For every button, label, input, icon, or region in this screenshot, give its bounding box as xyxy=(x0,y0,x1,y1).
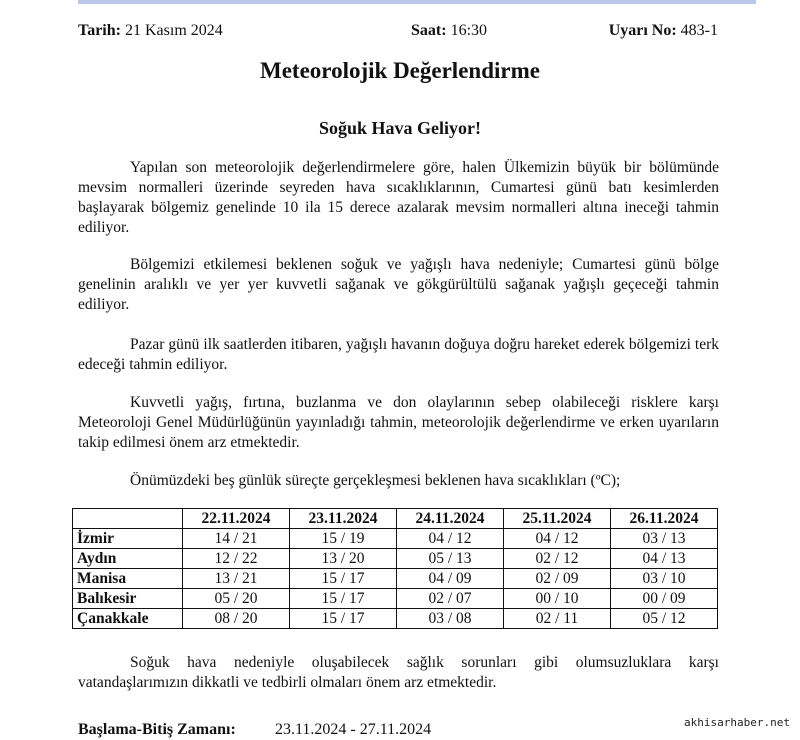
temp-cell: 12 / 22 xyxy=(183,549,290,569)
meta-warning-number xyxy=(609,22,718,40)
table-header-row xyxy=(73,509,718,529)
date-header: 23.11.2024 xyxy=(290,509,397,529)
document-subtitle: Soğuk Hava Geliyor! xyxy=(318,118,481,138)
city-cell: İzmir xyxy=(73,529,183,549)
date-header: 22.11.2024 xyxy=(183,509,290,529)
temp-cell: 04 / 13 xyxy=(611,549,718,569)
city-cell: Aydın xyxy=(73,549,183,569)
temp-cell: 03 / 08 xyxy=(397,609,504,629)
temp-cell: 04 / 12 xyxy=(397,529,504,549)
validity-label: Başlama-Bitiş Zamanı: xyxy=(78,721,236,738)
source-watermark: akhisarhaber.net xyxy=(684,716,790,729)
table-row xyxy=(73,569,718,589)
temp-cell: 04 / 12 xyxy=(504,529,611,549)
date-label: Tarih: xyxy=(78,22,121,39)
warning-value: 483-1 xyxy=(680,22,718,39)
temp-cell: 13 / 20 xyxy=(290,549,397,569)
temp-cell: 02 / 09 xyxy=(504,569,611,589)
city-cell: Balıkesir xyxy=(73,589,183,609)
temp-cell: 03 / 13 xyxy=(611,529,718,549)
warning-label: Uyarı No: xyxy=(608,22,677,39)
paragraph: Bölgemizi etkilemesi beklenen soğuk ve yağışlı hava nedeniyle; Cumartesi günü bölge genelinin aralıklı ve yer yer kuvvetli sağanak ve gökgürültülü sağanak yağışlı geçeceği tahmin ediliyor. xyxy=(78,256,719,313)
temp-cell: 14 / 21 xyxy=(183,529,290,549)
table-row xyxy=(73,549,718,569)
table-row xyxy=(73,609,718,629)
validity-period xyxy=(78,721,432,739)
date-value: 21 Kasım 2024 xyxy=(124,22,223,39)
temp-cell: 15 / 17 xyxy=(290,609,397,629)
temp-cell: 05 / 12 xyxy=(611,609,718,629)
temp-cell: 15 / 17 xyxy=(290,569,397,589)
temp-cell: 03 / 10 xyxy=(611,569,718,589)
temperature-table xyxy=(72,508,718,629)
document-title: Meteorolojik Değerlendirme xyxy=(260,58,540,83)
temp-cell: 04 / 09 xyxy=(397,569,504,589)
paragraph: Soğuk hava nedeniyle oluşabilecek sağlık sorunları gibi olumsuzluklara karşı vatandaşlarımızın dikkatli ve tedbirli olmaları önem arz etmektedir. xyxy=(78,654,719,691)
temp-cell: 00 / 10 xyxy=(504,589,611,609)
temp-cell: 05 / 20 xyxy=(183,589,290,609)
temp-cell: 00 / 09 xyxy=(611,589,718,609)
temp-cell: 02 / 07 xyxy=(397,589,504,609)
date-header: 24.11.2024 xyxy=(397,509,504,529)
table-intro: Önümüzdeki beş günlük süreçte gerçekleşmesi beklenen hava sıcaklıkları (ºC); xyxy=(130,472,621,489)
temp-cell: 13 / 21 xyxy=(183,569,290,589)
time-label: Saat: xyxy=(411,22,447,39)
temp-cell: 02 / 11 xyxy=(504,609,611,629)
paragraph: Yapılan son meteorolojik değerlendirmelere göre, halen Ülkemizin büyük bir bölümünde mevsim normalleri üzerinde seyreden hava sıcaklıklarının, Cumartesi günü batı kesimlerden başlayarak bölgemiz genelinde 10 ila 15 derece azalarak mevsim normalleri altına ineceği tahmin ediliyor. xyxy=(78,159,719,236)
meta-time xyxy=(411,22,487,40)
top-border xyxy=(78,0,756,4)
document-meta xyxy=(78,22,718,42)
validity-value: 23.11.2024 - 27.11.2024 xyxy=(275,721,432,738)
temp-cell: 05 / 13 xyxy=(397,549,504,569)
temp-cell: 02 / 12 xyxy=(504,549,611,569)
city-cell: Manisa xyxy=(73,569,183,589)
table-corner xyxy=(73,509,183,529)
temp-cell: 08 / 20 xyxy=(183,609,290,629)
date-header: 25.11.2024 xyxy=(504,509,611,529)
temp-cell: 15 / 19 xyxy=(290,529,397,549)
temp-cell: 15 / 17 xyxy=(290,589,397,609)
date-header: 26.11.2024 xyxy=(611,509,718,529)
time-value: 16:30 xyxy=(450,22,488,39)
city-cell: Çanakkale xyxy=(73,609,183,629)
meta-date xyxy=(78,22,223,40)
table-row xyxy=(73,589,718,609)
paragraph: Kuvvetli yağış, fırtına, buzlanma ve don olaylarının sebep olabileceği risklere karşı Meteoroloji Genel Müdürlüğünün yayınladığı tahmin, meteorolojik değerlendirme ve erken uyarıların takip edilmesi önem arz etmektedir. xyxy=(78,394,719,451)
paragraph: Pazar günü ilk saatlerden itibaren, yağışlı havanın doğuya doğru hareket ederek bölgemizi terk edeceği tahmin ediliyor. xyxy=(78,336,719,373)
table-row xyxy=(73,529,718,549)
